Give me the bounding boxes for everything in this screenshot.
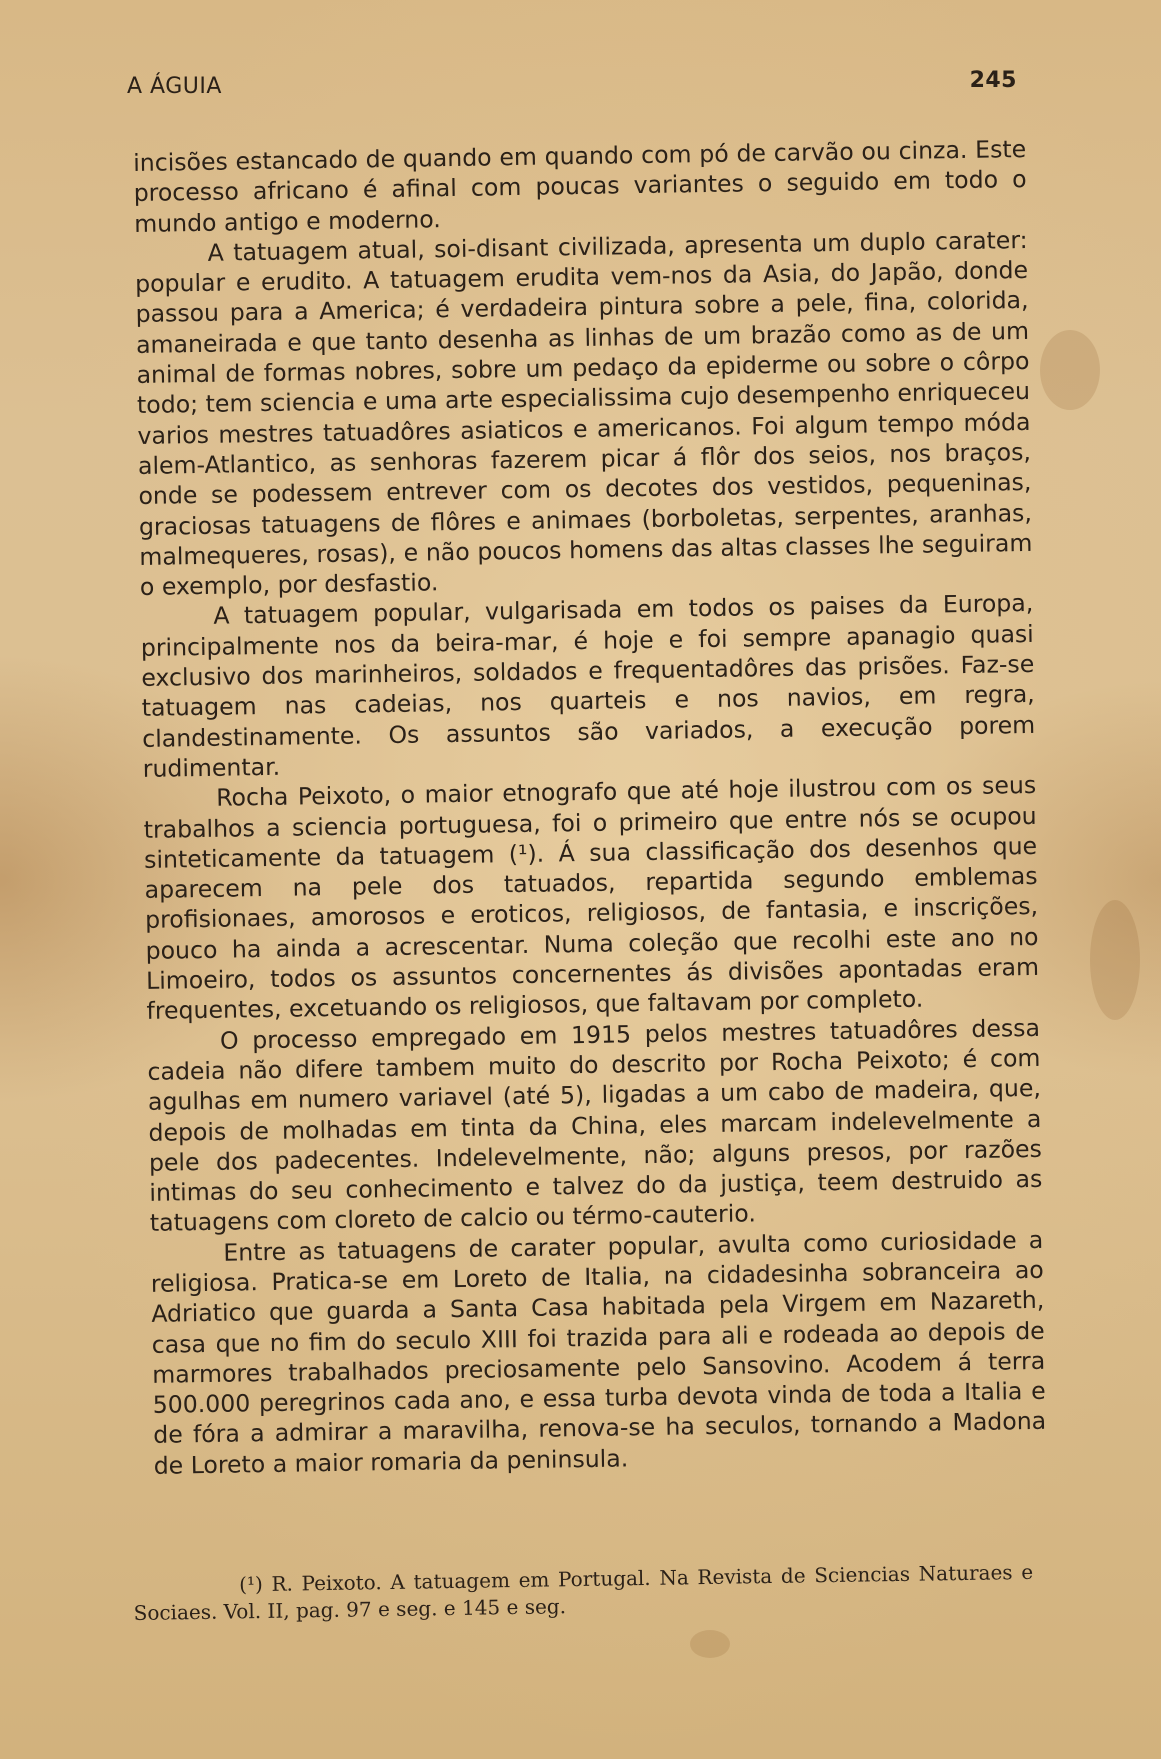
paragraph: Rocha Peixoto, o maior etnografo que até hoje ilustrou com os seus trabalhos a sciencia portuguesa, foi o primeiro que entre nós se ocupou sinteticamente da tatuagem (¹). Á sua classificação dos desenhos que aparecem na pele dos tatuados, repartida segundo emblemas profisionaes, amorosos e eroticos, religiosos, de fantasia, e inscrições, pouco ha ainda a acrescentar. Numa coleção que recolhi este ano no Limoeiro, todos os assuntos concernentes ás divisões apontadas eram frequentes, excetuando os religiosos, que faltavam por completo.	[143, 771, 1040, 1026]
paragraph: O processo empregado em 1915 pelos mestres tatuadôres dessa cadeia não difere tambem muito do descrito por Rocha Peixoto; é com agulhas em numero variavel (até 5), ligadas a um cabo de madeira, que, depois de molhadas em tinta da China, eles marcam indelevelmente a pele dos padecentes. Indelevelmente, não; alguns presos, por razões intimas do seu conhecimento e talvez do da justiça, teem destruido as tatuagens com cloreto de calcio ou térmo-cauterio.	[147, 1013, 1043, 1238]
page-number: 245	[969, 68, 1017, 93]
paper-stain	[1040, 330, 1100, 410]
footnote-text: (¹) R. Peixoto. A tatuagem em Portugal. Na Revista de Sciencias Naturaes e Sociaes. Vol. II, pag. 97 e seg. e 145 e seg.	[133, 1559, 1034, 1625]
paragraph: A tatuagem atual, soi-disant civilizada, apresenta um duplo carater: popular e erudito. A tatuagem erudita vem-nos da Asia, do Japão, donde passou para a America; é verdadeira pintura sobre a pele, fina, colorida, amaneirada e que tanto desenha as linhas de um brazão como as de um animal de formas nobres, sobre um pedaço da epiderme ou sobre o côrpo todo; tem sciencia e uma arte especialissima cujo desempenho enriqueceu varios mestres tatuadôres asiaticos e americanos. Foi algum tempo móda alem-Atlantico, as senhoras fazerem picar á flôr dos seios, nos braços, onde se podessem entrever com os decotes dos vestidos, pequeninas, graciosas tatuagens de flôres e animaes (borboletas, serpentes, aranhas, malmequeres, rosas), e não poucos homens das altas classes lhe seguiram o exemplo, por desfastio.	[134, 225, 1033, 602]
journal-title: A ÁGUIA	[127, 74, 222, 99]
paragraph: A tatuagem popular, vulgarisada em todos os paises da Europa, principalmente nos da beira-mar, é hoje e foi sempre apanagio quasi exclusivo dos marinheiros, soldados e frequentadôres das prisões. Faz-se tatuagem nas cadeias, nos quarteis e nos navios, em regra, clandestinamente. Os assuntos são variados, a execução porem rudimentar.	[140, 589, 1036, 783]
paper-stain	[690, 1630, 730, 1658]
footnote	[133, 1559, 1034, 1627]
paragraph: Entre as tatuagens de carater popular, avulta como curiosidade a religiosa. Pratica-se em Loreto de Italia, na cidadesinha sobranceira ao Adriatico que guarda a Santa Casa habitada pela Virgem em Nazareth, casa que no fim do seculo XIII foi trazida para ali e rodeada ao depois de marmores trabalhados preciosamente pelo Sansovino. Acodem á terra 500.000 peregrinos cada ano, e essa turba devota vinda de toda a Italia e de fóra a admirar a maravilha, renova-se ha seculos, tornando a Madona de Loreto a maior romaria da peninsula.	[150, 1225, 1047, 1480]
paragraph: incisões estancado de quando em quando com pó de carvão ou cinza. Este processo africano é afinal com poucas variantes o seguido em todo o mundo antigo e moderno.	[133, 134, 1027, 238]
running-head	[127, 68, 1017, 102]
paper-stain	[1090, 900, 1140, 1020]
body-text	[133, 134, 1047, 1481]
